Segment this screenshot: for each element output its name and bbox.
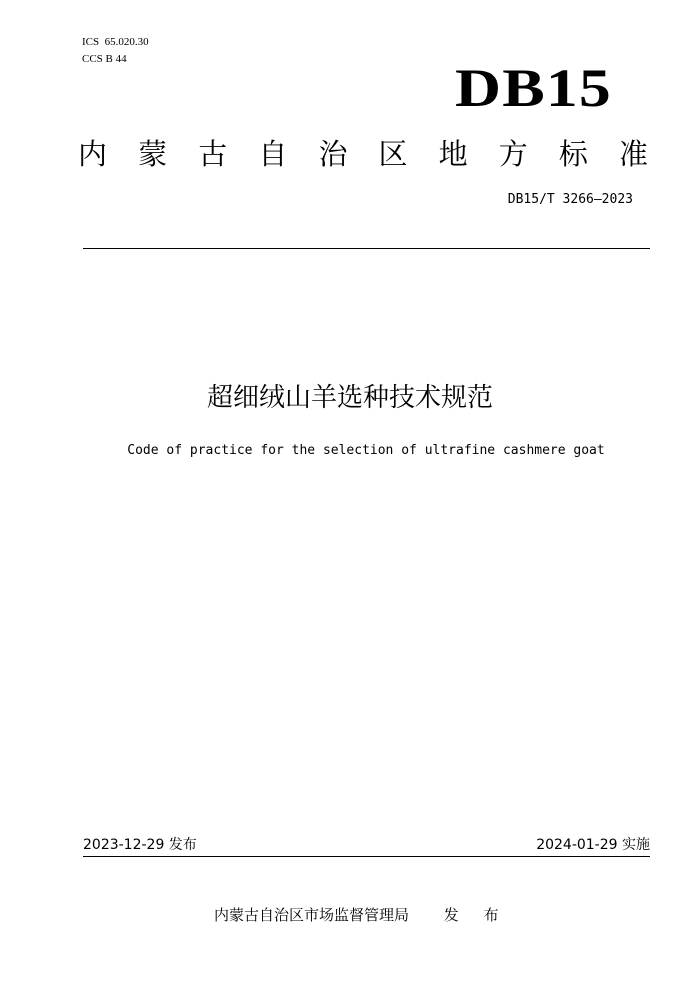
footer-divider <box>83 856 650 857</box>
region-char: 方 <box>498 137 528 171</box>
classification-codes <box>82 34 149 68</box>
region-char: 标 <box>558 137 588 171</box>
issuer-verb: 发 布 <box>443 906 509 924</box>
ics-code: ICS 65.020.30 <box>82 36 149 48</box>
implementation-date: 2024-01-29 实施 <box>536 837 650 853</box>
ccs-code: CCS B 44 <box>82 53 127 65</box>
db15-logo: DB15 <box>455 58 612 118</box>
header-divider <box>83 248 650 249</box>
region-standard-heading <box>78 134 648 174</box>
region-char: 地 <box>438 137 468 171</box>
region-char: 蒙 <box>138 137 168 171</box>
region-char: 古 <box>198 137 228 171</box>
issuing-authority <box>214 904 509 926</box>
standard-number: DB15/T 3266—2023 <box>507 192 633 207</box>
region-char: 区 <box>378 137 408 171</box>
issue-date: 2023-12-29 发布 <box>83 837 197 853</box>
issuer-name: 内蒙古自治区市场监督管理局 <box>214 906 410 924</box>
region-char: 准 <box>618 137 648 171</box>
region-char: 自 <box>258 137 288 171</box>
region-char: 治 <box>318 137 348 171</box>
region-char: 内 <box>78 137 108 171</box>
title-chinese: 超细绒山羊选种技术规范 <box>206 383 493 413</box>
title-english: Code of practice for the selection of ultrafine cashmere goat <box>127 443 605 458</box>
